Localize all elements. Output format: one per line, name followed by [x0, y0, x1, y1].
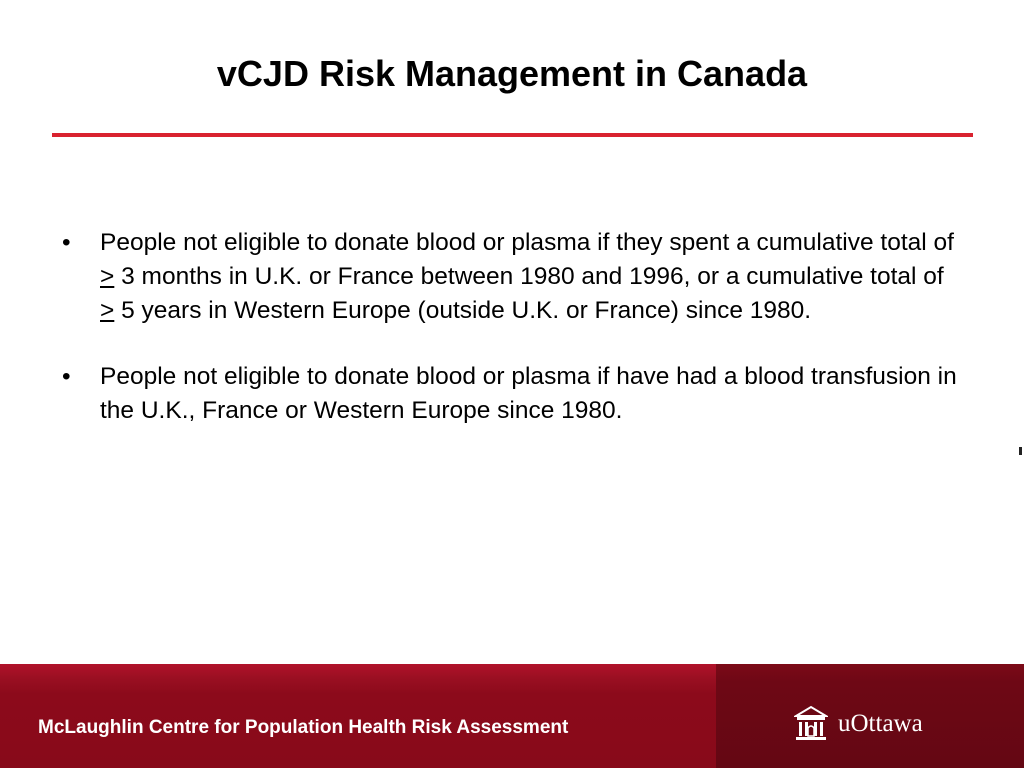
greater-or-equal-symbol: > [100, 263, 115, 290]
footer-bar [0, 664, 1024, 768]
greater-or-equal-symbol: > [100, 297, 115, 324]
stray-mark [1019, 447, 1022, 455]
bullet-text-part: 3 months in U.K. or France between 1980 and 1996, or a cumulative total of [114, 263, 944, 290]
footer-left-panel [0, 664, 716, 768]
bullet-item-eligibility-travel [62, 226, 962, 328]
bullet-marker: • [62, 363, 71, 390]
bullet-text-part: 5 years in Western Europe (outside U.K. or France) since 1980. [114, 297, 812, 324]
bullet-text: People not eligible to donate blood or plasma if have had a blood transfusion in the U.K., France or Western Europe since 1980. [100, 363, 957, 424]
title-divider [52, 133, 973, 137]
uottawa-logo [794, 704, 923, 744]
bullet-list [62, 226, 962, 460]
bullet-marker: • [62, 229, 71, 256]
bullet-text-part: People not eligible to donate blood or plasma if they spent a cumulative total of [100, 229, 954, 256]
footer-right-panel [716, 664, 1024, 768]
bullet-item-eligibility-transfusion [62, 360, 962, 428]
footer-organization-name: McLaughlin Centre for Population Health Risk Assessment [38, 717, 569, 738]
uottawa-wordmark: uOttawa [838, 710, 923, 737]
slide-title: vCJD Risk Management in Canada [216, 53, 808, 94]
university-building-icon [794, 704, 828, 744]
